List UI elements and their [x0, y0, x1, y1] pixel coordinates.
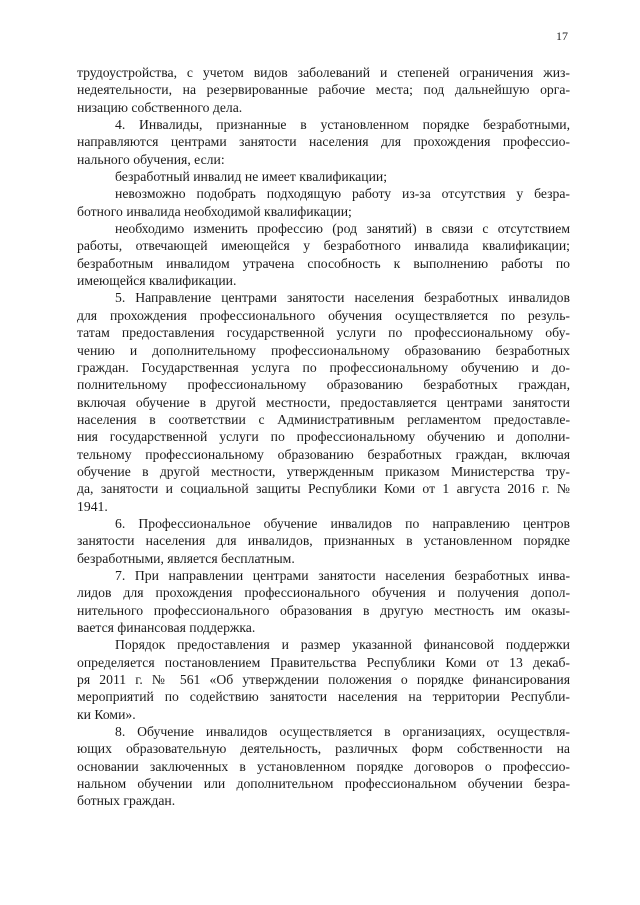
text-line: недеятельности, на резервированные рабочие места; под дальнейшую орга- [77, 82, 570, 98]
paragraph [77, 289, 570, 514]
text-line: основании заключенных в установленном порядке договоров о профессио- [77, 758, 570, 774]
text-line: граждан. Государственная услуга по профессиональному обучению и до- [77, 359, 570, 375]
text-line: ки Коми». [77, 706, 136, 722]
paragraph [77, 567, 570, 636]
text-line: ботных граждан. [77, 793, 176, 809]
text-line: лидов для прохождения профессионального обучения и получения допол- [77, 585, 570, 601]
text-line: работы, отвечающей имеющейся у безработного инвалида квалификации; [77, 238, 570, 254]
paragraph [77, 220, 570, 289]
text-line: Порядок предоставления и размер указанной финансовой поддержки [115, 637, 570, 653]
text-line: 8. Обучение инвалидов осуществляется в организациях, осуществля- [115, 724, 570, 740]
paragraph [77, 168, 570, 185]
text-line: да, занятости и социальной защиты Республики Коми от 1 августа 2016 г. № [77, 481, 570, 497]
text-line: 7. При направлении центрами занятости населения безработных инва- [115, 567, 570, 583]
text-line: 1941. [77, 498, 108, 514]
text-line: чению и дополнительному профессиональному образованию безработных [77, 342, 570, 358]
text-line: имеющейся квалификации. [77, 273, 237, 289]
text-line: 5. Направление центрами занятости населения безработных инвалидов [115, 290, 570, 306]
text-line: занятости населения для инвалидов, признанных в установленном порядке [77, 533, 570, 549]
text-line: ботного инвалида необходимой квалификации; [77, 203, 352, 219]
text-line: включая обучение в другой местности, предоставляется центрами занятости [77, 394, 570, 410]
text-line: ря 2011 г. № 561 «Об утверждении положения о порядке финансирования [77, 672, 570, 688]
text-line: трудоустройства, с учетом видов заболеваний и степеней ограничения жиз- [77, 65, 570, 80]
paragraph [77, 116, 570, 168]
text-line: тельному профессиональному образованию безработных граждан, включая [77, 446, 570, 462]
text-line: безработным инвалидом утрачена способность к выполнению работы по [77, 255, 570, 271]
text-line: необходимо изменить профессию (род занятий) в связи с отсутствием [115, 221, 570, 237]
text-line: населения в соответствии с Административным регламентом предоставле- [77, 411, 570, 427]
text-line: татам предоставления государственной услуги по профессиональному обу- [77, 325, 570, 341]
text-line: ющих образовательную деятельность, различных форм собственности на [77, 741, 570, 757]
text-line: ния государственной услуги по профессиональному обучению и дополни- [77, 429, 570, 445]
text-line: определяется постановлением Правительства Республики Коми от 13 декаб- [77, 654, 570, 670]
text-line: нальном обучении или дополнительном профессиональном обучении безра- [77, 776, 570, 792]
text-line: мероприятий по содействию занятости населения на территории Республи- [77, 689, 570, 705]
text-line: нального обучения, если: [77, 151, 225, 167]
text-line: безработными, является бесплатным. [77, 550, 295, 566]
text-line: невозможно подобрать подходящую работу из-за отсутствия у безра- [115, 186, 570, 202]
text-line: низацию собственного дела. [77, 99, 243, 115]
paragraph [77, 636, 570, 723]
text-line: вается финансовая поддержка. [77, 620, 256, 635]
paragraph [77, 723, 570, 810]
text-line: 6. Профессиональное обучение инвалидов по направлению центров [115, 515, 570, 531]
paragraph [77, 185, 570, 220]
paragraph [77, 64, 570, 116]
paragraph [77, 515, 570, 567]
text-line: 4. Инвалиды, признанные в установленном порядке безработными, [115, 117, 570, 133]
text-line: направляются центрами занятости населения для прохождения профессио- [77, 134, 570, 150]
text-line: для прохождения профессионального обучения осуществляется по резуль- [77, 307, 570, 323]
text-line: безработный инвалид не имеет квалификации; [115, 169, 388, 185]
text-line: нительного профессионального образования в другую местность им оказы- [77, 602, 570, 618]
page-number: 17 [556, 29, 568, 43]
text-line: обучение в другой местности, утвержденным приказом Министерства тру- [77, 463, 570, 479]
text-line: полнительному профессиональному образованию безработных граждан, [77, 377, 570, 393]
document-body [77, 64, 570, 810]
